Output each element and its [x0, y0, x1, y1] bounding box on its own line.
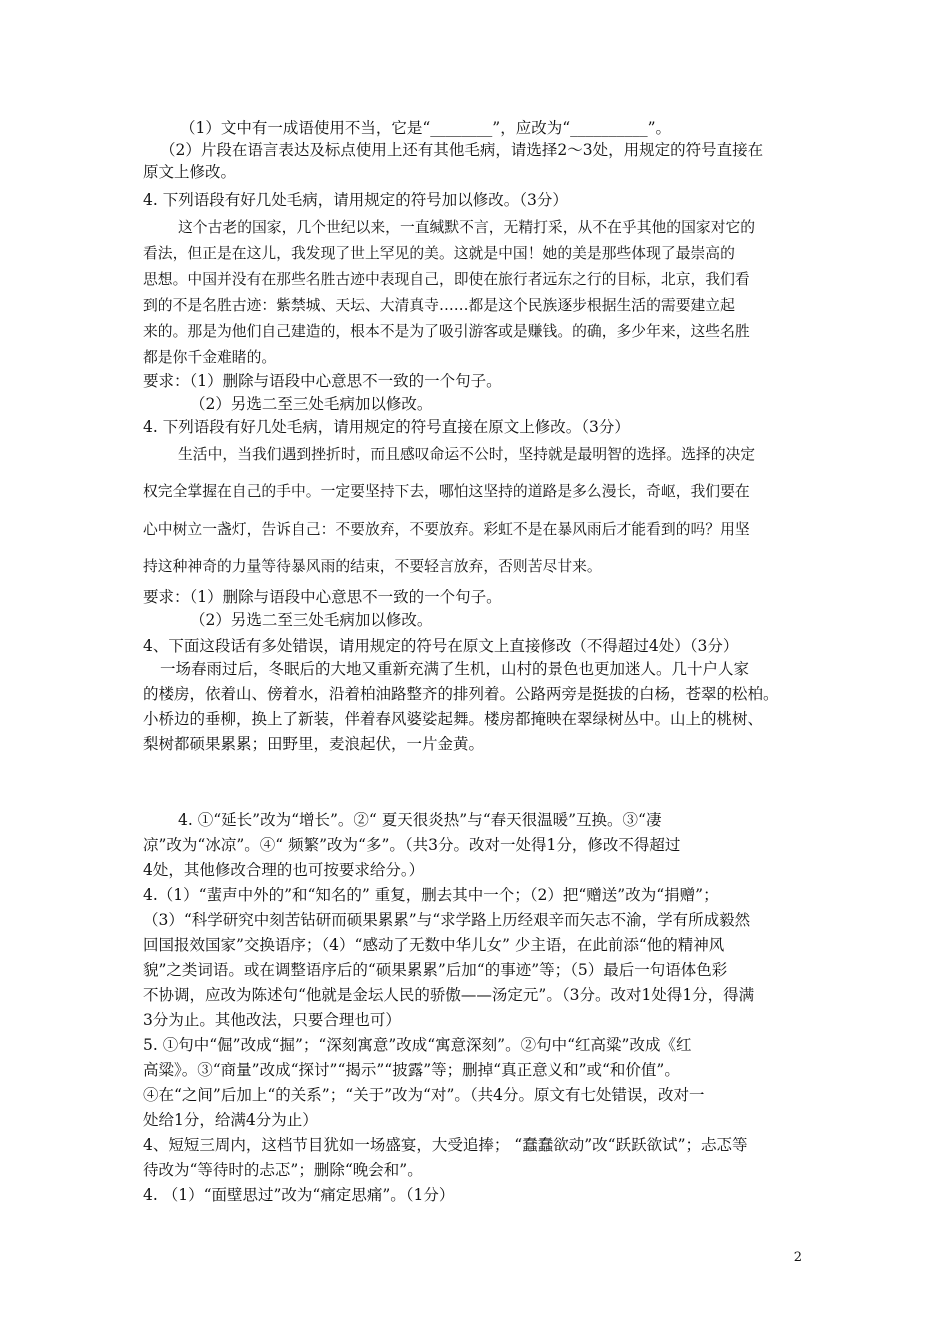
text-line: 生活中，当我们遇到挫折时，而且感叹命运不公时，坚持就是最明智的选择。选择的决定	[178, 446, 756, 463]
text-line: 都是你千金难睹的。	[143, 349, 277, 366]
text-line: 一场春雨过后，冬眠后的大地又重新充满了生机，山村的景色也更加迷人。几十户人家	[160, 660, 750, 678]
text-line: （2）另选二至三处毛病加以修改。	[190, 395, 433, 413]
text-line: 看法，但正是在这儿，我发现了世上罕见的美。这就是中国！她的美是那些体现了最崇高的	[143, 245, 735, 262]
text-line: 来的。那是为他们自己建造的，根本不是为了吸引游客或是赚钱。的确，多少年来，这些名胜	[143, 323, 750, 340]
text-line: 原文上修改。	[143, 163, 237, 181]
text-line: 貌”之类词语。或在调整语序后的“硕果累累”后加“的事迹”等；（5）最后一句语体色彩	[143, 961, 728, 979]
text-line: （2）另选二至三处毛病加以修改。	[190, 611, 433, 629]
text-line: 这个古老的国家，几个世纪以来，一直缄默不言，无精打采，从不在乎其他的国家对它的	[178, 219, 756, 236]
text-line: 高粱》。③“商量”改成“探讨”“揭示”“披露”等；删掉“真正意义和”或“和价值”。	[143, 1061, 680, 1079]
text-line: 权完全掌握在自己的手中。一定要坚持下去，哪怕这坚持的道路是多么漫长，奇岖，我们要在	[143, 483, 750, 500]
text-line: 不协调，应改为陈述句“他就是金坛人民的骄傲——汤定元”。（3分。改对1处得1分，得满	[143, 986, 755, 1004]
text-line: ④在“之间”后加上“的关系”；“关于”改为“对”。（共4分。原文有七处错误，改对一	[143, 1086, 705, 1104]
text-line: 4处，其他修改合理的也可按要求给分。）	[143, 861, 425, 879]
text-line: 思想。中国并没有在那些名胜古迹中表现自己，即使在旅行者远东之行的目标，北京，我们看	[143, 271, 750, 288]
text-line: （2）片段在语言表达及标点使用上还有其他毛病，请选择2～3处，用规定的符号直接在	[160, 141, 764, 159]
text-line: 4. ①“延长”改为“增长”。②“ 夏天很炎热”与“春天很温暖”互换。③“凄	[178, 811, 662, 829]
text-line: 持这种神奇的力量等待暴风雨的结束，不要轻言放弃，否则苦尽甘来。	[143, 558, 602, 575]
text-line: 4、短短三周内，这档节目犹如一场盛宴，大受追捧； “蠢蠢欲动”改“跃跃欲试”；忐忑等	[143, 1136, 748, 1154]
text-line: 3分为止。其他改法，只要合理也可）	[143, 1011, 401, 1029]
text-line: 待改为“等待时的忐忑”；删除“晚会和”。	[143, 1161, 423, 1179]
text-line: （1）文中有一成语使用不当，它是“________”，应改为“__________”。	[180, 119, 672, 137]
text-line: 4. （1）“面壁思过”改为“痛定思痛”。（1分）	[143, 1186, 455, 1204]
text-line: 要求：（1）删除与语段中心意思不一致的一个句子。	[143, 588, 502, 606]
text-line: 4. 下列语段有好几处毛病，请用规定的符号加以修改。（3分）	[143, 191, 568, 209]
text-line: 回国报效国家”交换语序；（4）“感动了无数中华儿女” 少主语，在此前添“他的精神风	[143, 936, 725, 954]
text-line: 小桥边的垂柳，换上了新装，伴着春风婆娑起舞。楼房都掩映在翠绿树丛中。山上的桃树、	[143, 710, 764, 728]
text-line: （3）“科学研究中刻苦钻研而硕果累累”与“求学路上历经艰辛而矢志不渝，学有所成毅然	[143, 911, 751, 929]
text-line: 要求：（1）删除与语段中心意思不一致的一个句子。	[143, 372, 502, 390]
text-line: 4.（1）“蜚声中外的”和“知名的” 重复，删去其中一个；（2）把“赠送”改为“捐赠”；	[143, 886, 719, 904]
text-line: 到的不是名胜古迹：紫禁城、天坛、大清真寺……都是这个民族逐步根据生活的需要建立起	[143, 297, 735, 314]
text-line: 凉”改为“冰凉”。④“ 频繁”改为“多”。（共3分。改对一处得1分，修改不得超过	[143, 836, 681, 854]
text-line: 4、下面这段话有多处错误，请用规定的符号在原文上直接修改（不得超过4处）（3分）	[143, 637, 739, 655]
text-line: 处给1分，给满4分为止）	[143, 1111, 318, 1129]
text-line: 心中树立一盏灯，告诉自己：不要放弃，不要放弃。彩虹不是在暴风雨后才能看到的吗？用坚	[143, 521, 750, 538]
text-line: 梨树都硕果累累；田野里，麦浪起伏，一片金黄。	[143, 735, 485, 753]
text-line: 4. 下列语段有好几处毛病，请用规定的符号直接在原文上修改。（3分）	[143, 418, 630, 436]
text-line: 的楼房，依着山、傍着水，沿着柏油路整齐的排列着。公路两旁是挺拔的白杨，苍翠的松柏。	[143, 685, 779, 703]
text-line: 5. ①句中“倔”改成“掘”；“深刻寓意”改成“寓意深刻”。②句中“红高粱”改成《红	[143, 1036, 692, 1054]
page-number: 2	[793, 1250, 802, 1265]
